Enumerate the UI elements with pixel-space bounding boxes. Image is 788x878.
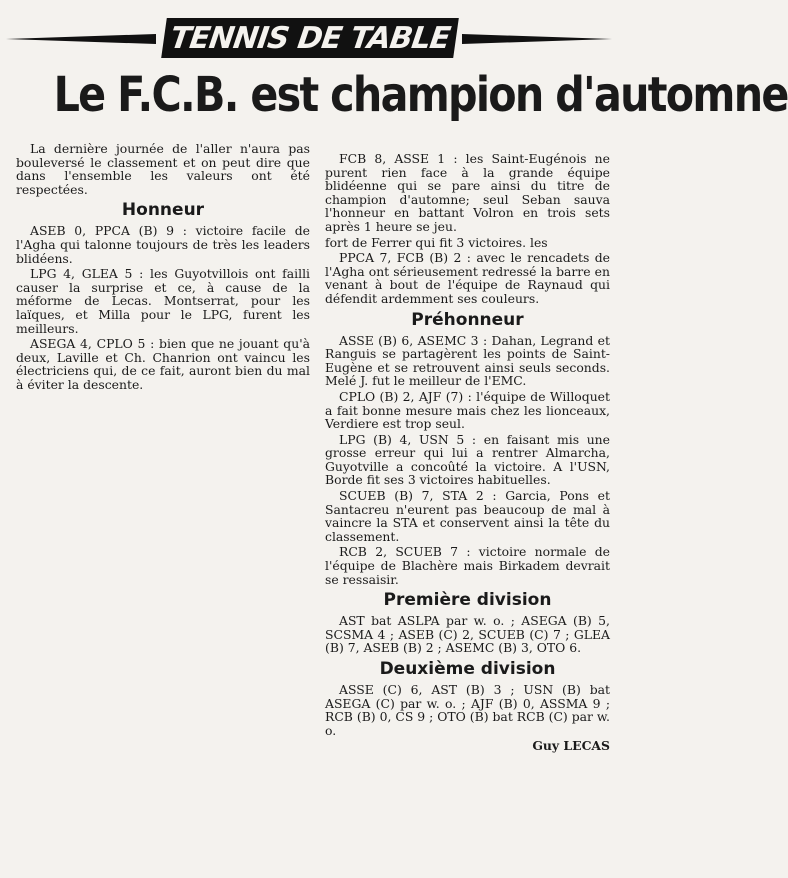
paragraph: ASSE (B) 6, ASEMC 3 : Dahan, Legrand et Ranguis se partagèrent les points de Saint-Eugène et se retrouvent ainsi seuls seconds. Melé J. fut le meilleur de l'EMC. bbox=[325, 332, 610, 389]
paragraph: AST bat ASLPA par w. o. ; ASEGA (B) 5, SCSMA 4 ; ASEB (C) 2, SCUEB (C) 7 ; GLEA (B) 7, ASEB (B) 2 ; ASEMC (B) 3, OTO 6. bbox=[325, 613, 610, 656]
author-signature: Guy LECAS bbox=[532, 738, 610, 754]
paragraph: CPLO (B) 2, AJF (7) : l'équipe de Willoquet a fait bonne mesure mais chez les lionceaux, Verdiere est trop seul. bbox=[325, 388, 610, 432]
right-column bbox=[325, 152, 610, 755]
paragraph: RCB 2, SCUEB 7 : victoire normale de l'équipe de Blachère mais Birkadem devrait se ressaisir. bbox=[325, 544, 610, 587]
section-rubric bbox=[6, 14, 612, 62]
paragraph: FCB 8, ASSE 1 : les Saint-Eugénois ne purent rien face à la grande équipe blidéenne qui se pare ainsi du titre de champion d'automne; seul Seban sauva l'honneur en battant Volron en trois sets après 1 heure se jeu. bbox=[325, 151, 610, 234]
section-heading-deuxieme-division: Deuxième division bbox=[379, 659, 556, 679]
paragraph: fort de Ferrer qui fit 3 victoires. les bbox=[325, 234, 548, 250]
rubric-rule-left bbox=[6, 34, 156, 44]
rubric-label: TENNIS DE TABLE bbox=[161, 18, 459, 58]
paragraph: PPCA 7, FCB (B) 2 : avec le rencadets de l'Agha ont sérieusement redressé la barre en venant à bout de l'équipe de Raynaud qui défendit ardemment ses couleurs. bbox=[325, 250, 610, 306]
paragraph: ASEGA 4, CPLO 5 : bien que ne jouant qu'à deux, Laville et Ch. Chanrion ont vaincu les électriciens qui, de ce fait, auront bien du mal à éviter la descente. bbox=[16, 336, 310, 392]
paragraph: SCUEB (B) 7, STA 2 : Garcia, Pons et Santacreu n'eurent pas beaucoup de mal à vaincre la STA et conservent ainsi la tête du classement. bbox=[325, 488, 610, 544]
paragraph: ASSE (C) 6, AST (B) 3 ; USN (B) bat ASEGA (C) par w. o. ; AJF (B) 0, ASSMA 9 ; RCB (B) 0, CS 9 ; OTO (B) bat RCB (C) par w. o. bbox=[325, 682, 610, 738]
paragraph: LPG 4, GLEA 5 : les Guyotvillois ont failli causer la surprise et ce, à cause de la méforme de Lecas. Montserrat, pour les laïques, et Milla pour le LPG, furent les meilleurs. bbox=[16, 266, 310, 336]
left-column bbox=[16, 142, 310, 394]
headline: Le F.C.B. est champion d'automne bbox=[53, 67, 788, 123]
paragraph: LPG (B) 4, USN 5 : en faisant mis une grosse erreur qui lui a rentrer Almarcha, Guyotville a concoûté la victoire. A l'USN, Borde fit ses 3 victoires habituelles. bbox=[325, 431, 610, 488]
section-heading-premiere-division: Première division bbox=[383, 590, 552, 611]
intro-paragraph: La dernière journée de l'aller n'aura pas bouleversé le classement et on peut dire que dans l'ensemble les valeurs ont été respectées. bbox=[16, 141, 310, 197]
section-heading-prehonneur: Préhonneur bbox=[411, 309, 524, 330]
rubric-rule-right bbox=[462, 34, 612, 44]
section-heading-honneur: Honneur bbox=[121, 200, 205, 221]
paragraph: ASEB 0, PPCA (B) 9 : victoire facile de l'Agha qui talonne toujours de très les leaders blidéens. bbox=[16, 223, 310, 266]
